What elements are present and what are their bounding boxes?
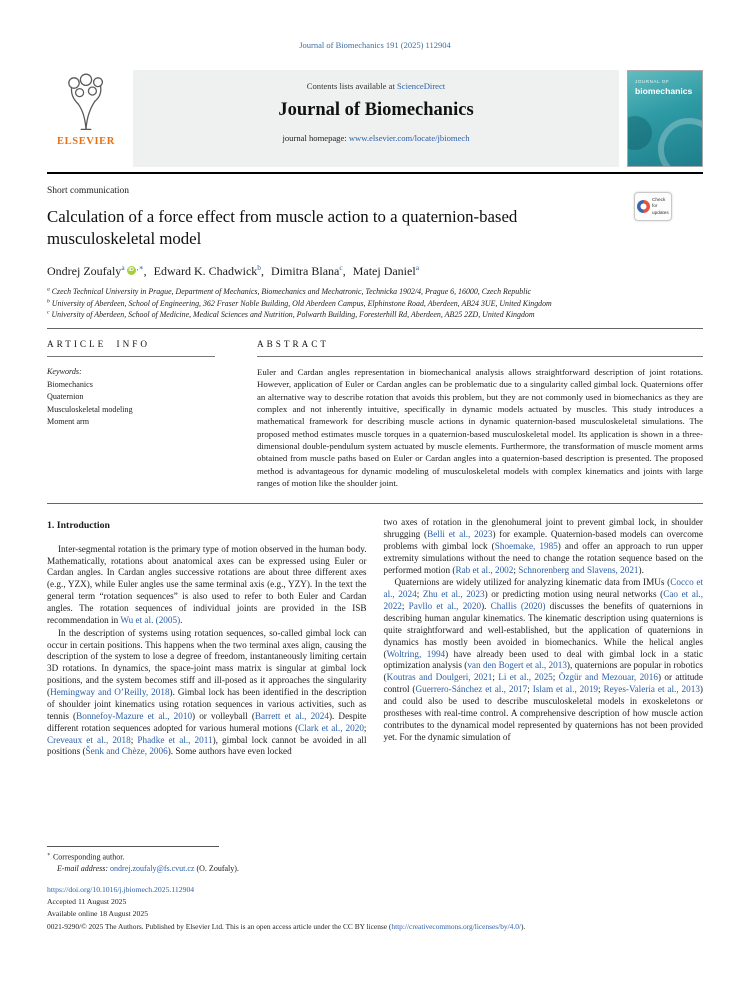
citation-link[interactable]: Koutras and Doulgeri, 2021 <box>386 672 493 683</box>
citation-link[interactable]: Shoemake, 1985 <box>494 540 558 551</box>
author-affiliation-sup[interactable]: c <box>339 263 343 273</box>
body-text: ). Despite different rotation sequences adopted for various humeral motions ( <box>47 710 367 733</box>
masthead-center-panel <box>133 70 619 167</box>
article-type-label: Short communication <box>47 186 130 196</box>
citation-link[interactable]: Islam et al., 2019 <box>532 684 599 695</box>
body-text: . <box>180 614 183 625</box>
body-text: ). <box>638 564 644 575</box>
article-info-column <box>47 329 215 489</box>
keywords-list <box>47 366 215 429</box>
section-heading-introduction: 1. Introduction <box>47 520 110 532</box>
citation-link[interactable]: Belli et al., 2023 <box>427 528 493 539</box>
running-head-citation[interactable]: Journal of Biomechanics 191 (2025) 112904 <box>299 40 451 50</box>
journal-cover-thumbnail[interactable] <box>627 70 703 167</box>
author-separator: , <box>261 264 265 279</box>
body-text: ). Gimbal lock has been identified in the description of shoulder joint kinematics using rotation sequences in various activities, such as tennis ( <box>47 687 367 721</box>
author-name: Ondrej Zoufaly <box>47 264 122 279</box>
citation-link[interactable]: Šenk and Chèze, 2006 <box>85 746 168 757</box>
corresponding-author-note: ∗ Corresponding author. <box>47 852 125 862</box>
journal-homepage-link[interactable]: www.elsevier.com/locate/jbiomech <box>348 133 470 143</box>
citation-link[interactable]: Hemingway and O’Reilly, 2018 <box>50 687 170 698</box>
author-line <box>47 263 703 279</box>
check-for-updates-badge[interactable] <box>634 192 672 221</box>
footnote-rule <box>47 846 219 847</box>
citation-link[interactable]: Phadke et al., 2011 <box>137 734 213 745</box>
citation-link[interactable]: Cocco et al., 2024 <box>383 577 703 600</box>
email-link[interactable]: ondrej.zoufaly@fs.cvut.cz <box>110 864 195 874</box>
article-title: Calculation of a force effect from muscle action to a quaternion-based musculoskeletal model <box>47 207 518 249</box>
elsevier-wordmark: ELSEVIER <box>57 136 115 147</box>
intro-paragraph <box>384 517 704 576</box>
citation-link[interactable]: Reyes-Valeria et al., 2013 <box>603 684 700 695</box>
accepted-date: Accepted 11 August 2025 <box>47 896 127 906</box>
affiliation: $^c$ University of Aberdeen, School of Medicine, Medical Sciences and Nutrition, Polwarth Building, Foresterhill Rd, Aberdeen, AB25 2ZD, United Kingdom <box>47 309 535 319</box>
email-line <box>47 863 387 875</box>
affiliation: $^a$ Czech Technical University in Prague, Department of Mechanics, Biomechanics and Mechatronic, Technicka 1902/4, Prague 6, 16000, Czech Republic <box>47 286 532 297</box>
body-text: ). Some authors have even locked <box>167 746 292 757</box>
body-text: ; <box>513 564 519 575</box>
body-text: ), gimbal lock cannot be avoided in all positions ( <box>47 734 367 757</box>
intro-paragraph <box>47 544 367 627</box>
cover-decoration-circle <box>627 116 652 150</box>
citation-link[interactable]: Cao et al., 2022 <box>383 589 703 612</box>
abstract-heading: ABSTRACT <box>257 329 703 357</box>
journal-masthead <box>47 70 703 167</box>
affiliation-sup: a <box>47 286 50 293</box>
body-text: ) or attitude control ( <box>383 672 703 695</box>
body-text: two axes of rotation in the glenohumeral joint to prevent gimbal lock, in shoulder shrugging ( <box>383 517 703 539</box>
body-text: ; <box>527 684 533 695</box>
body-text: ) and offer an approach to run upper extremity simulations without the need to change the rotation sequence based on the performed motion ( <box>383 540 703 575</box>
email-label: E-mail address: <box>57 864 109 874</box>
cover-kicker-text: JOURNAL OF <box>635 79 670 84</box>
footnote-symbol: ∗ <box>47 852 51 859</box>
article-info-abstract-block <box>47 329 703 504</box>
body-text: ). <box>481 601 491 612</box>
affiliation: $^b$ University of Aberdeen, School of Engineering, 362 Fraser Noble Building, Old Aberdeen Campus, Elphinstone Road, Aberdeen, AB24 3UE, United Kingdom <box>47 297 552 308</box>
publication-footer <box>47 884 703 932</box>
contents-lists-text: Contents lists available at <box>306 81 397 91</box>
contents-lists-line <box>133 81 619 91</box>
doi-link[interactable]: https://doi.org/10.1016/j.jbiomech.2025.112904 <box>47 884 195 894</box>
body-text: ) have already been used to deal with gimbal lock in a static optimization analysis ( <box>383 648 703 671</box>
crossmark-icon <box>637 200 650 213</box>
keyword-item: Musculoskeletal modeling <box>47 404 133 414</box>
citation-link[interactable]: Barrett et al., 2024 <box>254 710 329 721</box>
keyword-item: Moment arm <box>47 417 90 427</box>
body-column-left <box>47 517 367 842</box>
intro-paragraph <box>384 577 704 743</box>
orcid-icon[interactable]: iD <box>128 267 134 274</box>
author-affiliation-sup[interactable]: a <box>121 263 125 273</box>
citation-link[interactable]: Özgür and Mezouar, 2016 <box>558 672 658 683</box>
body-text: ) or volleyball ( <box>192 710 255 721</box>
abstract-column <box>257 329 703 489</box>
copyright-line <box>47 921 703 932</box>
citation-link[interactable]: Li et al., 2025 <box>498 672 553 683</box>
body-text: ; <box>416 589 423 600</box>
affiliation-sup: c <box>47 309 50 316</box>
intro-paragraph <box>47 628 367 758</box>
citation-link[interactable]: Wu et al. (2005) <box>120 614 181 625</box>
cover-title-text: biomechanics <box>635 86 693 96</box>
citation-link[interactable]: http://creativecommons.org/licenses/by/4.0/ <box>391 921 521 931</box>
journal-title: Journal of Biomechanics <box>278 100 474 120</box>
body-text: ) and could also be used to describe musculoskeletal models in exoskeletons or prostheses with real-time control. A comprehensive description of how muscle action contributes to the dynamical model represented by quaternions has not been provided yet. For the dynamic simulation of <box>383 684 703 742</box>
body-text: ). <box>520 921 526 931</box>
author-separator: , <box>342 264 346 279</box>
available-online-date: Available online 18 August 2025 <box>47 908 149 918</box>
citation-link[interactable]: Zhu et al., 2023 <box>422 589 485 600</box>
corresponding-author-sup[interactable]: ,∗ <box>136 263 144 273</box>
body-text: ) for example. Quaternion-based models can overcome problems with gimbal lock ( <box>383 528 703 551</box>
body-text: Quaternions are widely utilized for analyzing kinematic data from IMUs ( <box>394 577 671 588</box>
citation-link[interactable]: Guerrero-Sánchez et al., 2017 <box>415 684 528 695</box>
elsevier-tree-icon <box>62 72 110 134</box>
body-text: ) or predicting motion using neural networks ( <box>484 589 664 600</box>
abstract-text: Euler and Cardan angles representation in biomechanical analysis allows straightforward description of joint rotations. However, application of Euler or Cardan angles can be problematic due to a singularity called gimbal lock. Quaternions offer an alternative way to describe rotation that avoids this problem, but they are not commonly used in biomechanics as they are complex and not inherently intuitive, specifically in dynamic models actuated by muscles. This study introduces a mathematical framework for describing muscle actions in dynamic quaternion-based musculoskeletal simulations. The proposed method estimates muscle torques in a quaternion-based musculoskeletal model. Its application is shown in a three-dimensional double-pendulum system actuated by muscle elements. Furthermore, the transformation of muscle moment arms obtained from muscle paths based on Euler or Cardan angles into a quaternion-based description is presented. The proposed method is advantageous for dynamic modeling of musculoskeletal models with complex kinematics and joints with large ranges of motion like the shoulder joint. <box>257 367 703 488</box>
body-text: ; <box>363 722 367 733</box>
email-suffix: (O. Zoufaly). <box>194 864 239 874</box>
elsevier-logo[interactable] <box>47 70 125 167</box>
citation-link[interactable]: Creveaux et al., 2018 <box>47 734 131 745</box>
cover-decoration-ring <box>658 118 703 167</box>
author-name: Dimitra Blana <box>271 264 340 279</box>
body-text: ; <box>492 672 499 683</box>
affiliations <box>47 286 703 320</box>
affiliation-sup: b <box>47 297 50 304</box>
body-text: ; <box>552 672 559 683</box>
body-text: In the description of systems using rotation sequences, so-called gimbal lock can occur in certain positions. This happens when the two terminal axes align, causing the description of the system to lose a degree of freedom, instantaneously limiting certain 3D rotations. In dynamics, the space-joint mass matrix is singular at gimbal lock positions, and the system becomes stiff and ill-posed as it approaches the singularity ( <box>47 627 367 698</box>
citation-link[interactable]: Pavllo et al., 2020 <box>408 601 482 612</box>
author-separator: , <box>143 264 147 279</box>
article-info-heading: ARTICLE INFO <box>47 329 215 357</box>
body-text: ; <box>130 734 138 745</box>
body-text: ; <box>401 601 409 612</box>
body-text: Inter-segmental rotation is the primary type of motion observed in the human body. Mathematically, rotations about anatomical axes can be expressed using Euler or Cardan angles. In Cardan angles successive rotations are about three different axes (e.g., YZX), while Euler angles use the same terminal axis (e.g., YZY). In the text the general term “rotation sequences” is also used to refer to both Euler and Cardan angles. The rotation sequences of individual joints are provided in the ISB recommendation in <box>47 543 367 625</box>
author-affiliation-sup[interactable]: b <box>257 263 262 273</box>
citation-link[interactable]: Rab et al., 2002 <box>455 564 514 575</box>
keywords-label: Keywords: <box>47 367 82 376</box>
body-text: discusses the benefits of quaternions in describing human angular kinematics. The kinematic description using quaternions is quite straightforward and well-established, but the application of quaternions in dynamics has mostly been avoided in biomechanics. While the helical angles ( <box>383 601 703 659</box>
body-text: ), quaternions are popular in robotics ( <box>383 660 703 683</box>
citation-link[interactable]: Woltring, 1994 <box>386 648 446 659</box>
author-name: Matej Daniel <box>352 264 416 279</box>
author-name: Edward K. Chadwick <box>153 264 258 279</box>
article-body <box>47 517 703 842</box>
citation-link[interactable]: Clark et al., 2020 <box>298 722 364 733</box>
citation-link[interactable]: van den Bogert et al., 2013 <box>467 660 567 671</box>
citation-link[interactable]: Schnorenberg and Slavens, 2021 <box>518 564 639 575</box>
citation-link[interactable]: Bonnefoy-Mazure et al., 2010 <box>76 710 193 721</box>
sciencedirect-link[interactable]: ScienceDirect <box>397 81 446 91</box>
body-column-right <box>384 517 704 842</box>
check-for-updates-label: Check for updates <box>652 197 669 215</box>
homepage-label: journal homepage: <box>282 133 349 143</box>
keyword-item: Biomechanics <box>47 379 93 389</box>
masthead-rule <box>47 172 703 174</box>
citation-link[interactable]: Challis (2020) <box>490 601 546 612</box>
author-affiliation-sup[interactable]: a <box>415 263 420 273</box>
body-text: ; <box>598 684 604 695</box>
keyword-item: Quaternion <box>47 392 84 402</box>
journal-homepage-line <box>133 133 619 143</box>
footnote-block <box>47 846 387 875</box>
body-text: 0021-9290/© 2025 The Authors. Published by Elsevier Ltd. This is an open access article under the CC BY license ( <box>47 921 392 931</box>
